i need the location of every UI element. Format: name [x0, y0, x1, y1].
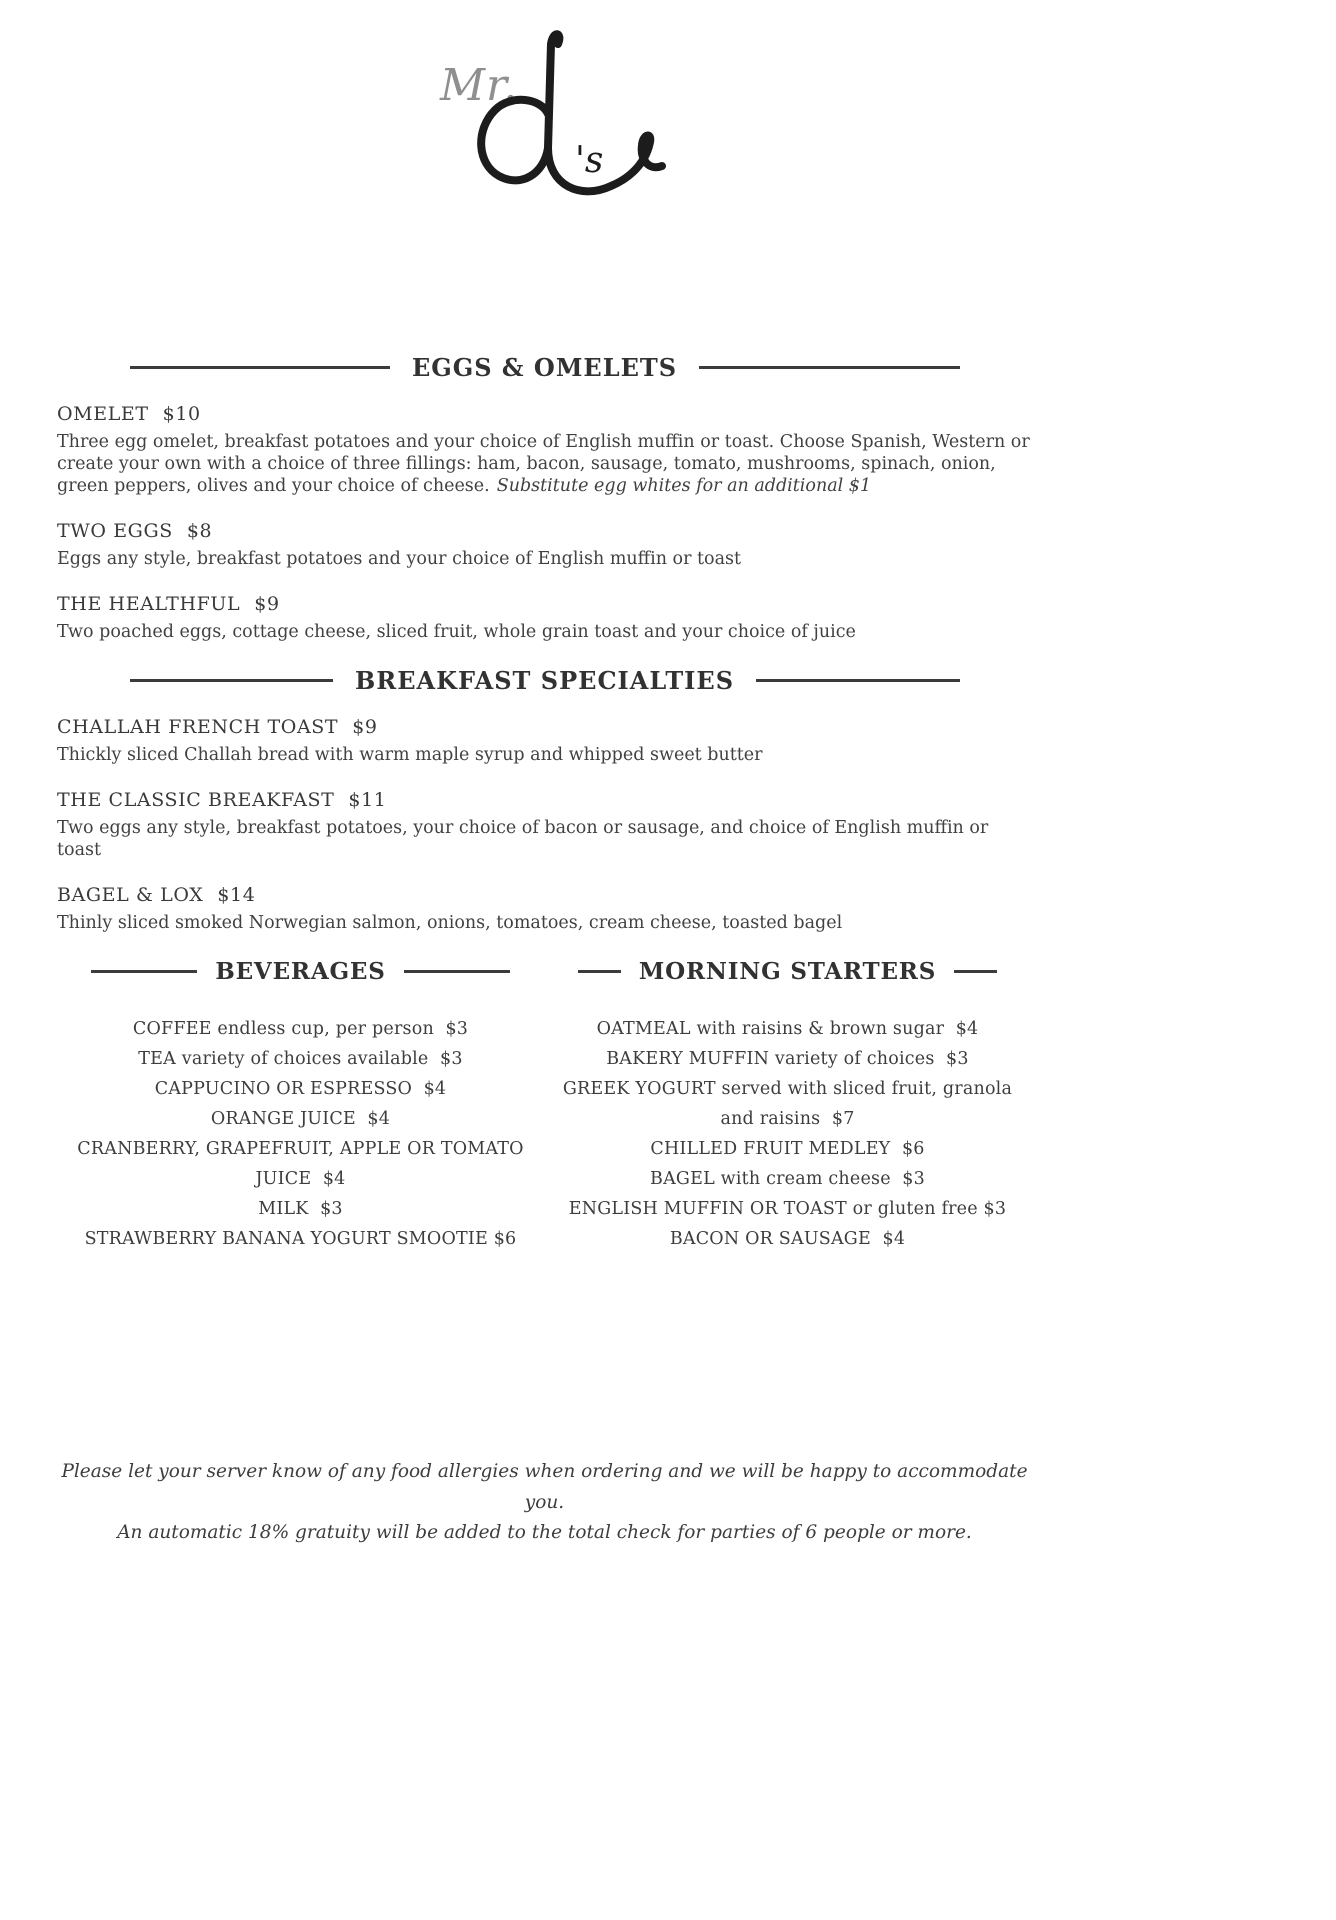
header-rule-left — [578, 970, 621, 973]
menu-item — [57, 402, 1032, 497]
item-description-text: Thickly sliced Challah bread with warm maple syrup and whipped sweet butter — [57, 745, 763, 765]
list-item: ORANGE JUICE $4 — [210, 1109, 391, 1129]
menu-item — [57, 592, 1032, 643]
item-description — [57, 548, 1032, 570]
column-items — [57, 1014, 544, 1254]
list-item: TEA variety of choices available $3 — [138, 1049, 463, 1069]
section-title: BREAKFAST SPECIALTIES — [354, 665, 735, 695]
item-title — [57, 592, 1032, 616]
item-title — [57, 883, 1032, 907]
item-name: THE CLASSIC BREAKFAST — [57, 789, 335, 811]
item-price: $8 — [186, 520, 213, 542]
list-item: COFFEE endless cup, per person $3 — [132, 1019, 469, 1039]
list-item: MILK $3 — [258, 1199, 343, 1219]
list-item: BAGEL with cream cheese $3 — [650, 1169, 925, 1189]
header-rule-right — [756, 679, 959, 682]
item-title — [57, 402, 1032, 426]
list-item: BAKERY MUFFIN variety of choices $3 — [606, 1049, 969, 1069]
column-beverages — [57, 956, 544, 1254]
item-name: TWO EGGS — [57, 520, 173, 542]
list-item: CRANBERRY, GRAPEFRUIT, APPLE OR TOMATO JUICE $4 — [77, 1139, 530, 1189]
list-item: GREEK YOGURT served with sliced fruit, granola and raisins $7 — [562, 1079, 1018, 1129]
logo-script-d-icon — [463, 30, 703, 225]
list-item: STRAWBERRY BANANA YOGURT SMOOTIE $6 — [84, 1229, 517, 1249]
list-item: BACON OR SAUSAGE $4 — [669, 1229, 906, 1249]
item-note: Substitute egg whites for an additional $1 — [496, 476, 872, 496]
list-item: OATMEAL with raisins & brown sugar $4 — [596, 1019, 979, 1039]
footer-line: Please let your server know of any food allergies when ordering and we will be happy to accommodate you. — [61, 1461, 1028, 1513]
list-item: CAPPUCINO OR ESPRESSO $4 — [154, 1079, 447, 1099]
header-rule-left — [91, 970, 197, 973]
item-price: $9 — [254, 593, 280, 615]
menu-item — [57, 883, 1032, 934]
item-description — [57, 817, 1032, 861]
item-description — [57, 621, 1032, 643]
column-items — [544, 1014, 1031, 1254]
menu-item — [57, 519, 1032, 570]
menu-item — [57, 715, 1032, 766]
column-title: BEVERAGES — [215, 957, 386, 985]
item-name: OMELET — [57, 403, 149, 425]
item-price: $11 — [348, 789, 387, 811]
header-rule-left — [130, 366, 390, 369]
item-title — [57, 788, 1032, 812]
header-rule-right — [954, 970, 997, 973]
section-header — [130, 352, 960, 382]
item-price: $14 — [217, 884, 256, 906]
list-item: ENGLISH MUFFIN OR TOAST or gluten free $3 — [568, 1199, 1007, 1219]
item-price: $10 — [162, 403, 201, 425]
item-name: BAGEL & LOX — [57, 884, 204, 906]
section-eggs-omelets — [57, 352, 1032, 643]
section-title: EGGS & OMELETS — [411, 352, 678, 382]
item-description-text: Two poached eggs, cottage cheese, sliced fruit, whole grain toast and your choice of juice — [57, 622, 856, 642]
footer-line: An automatic 18% gratuity will be added to the total check for parties of 6 people or more. — [117, 1522, 972, 1543]
item-title — [57, 519, 1032, 543]
menu-content — [57, 352, 1032, 1549]
item-name: CHALLAH FRENCH TOAST — [57, 716, 339, 738]
header-rule-left — [130, 679, 333, 682]
item-description-text: Two eggs any style, breakfast potatoes, your choice of bacon or sausage, and choice of English muffin or toast — [57, 818, 989, 860]
footer-note — [57, 1457, 1032, 1549]
header-rule-right — [699, 366, 959, 369]
header-rule-right — [404, 970, 510, 973]
item-description-text: Thinly sliced smoked Norwegian salmon, onions, tomatoes, cream cheese, toasted bagel — [57, 913, 843, 933]
menu-item — [57, 788, 1032, 861]
logo-apostrophe-s: 's — [575, 140, 604, 181]
section-header — [130, 665, 960, 695]
item-price: $9 — [352, 716, 378, 738]
column-header — [91, 956, 510, 986]
restaurant-logo — [438, 30, 708, 225]
column-header — [578, 956, 997, 986]
item-description-text: Eggs any style, breakfast potatoes and your choice of English muffin or toast — [57, 549, 742, 569]
section-breakfast-specialties — [57, 665, 1032, 934]
item-description-text: Three egg omelet, breakfast potatoes and your choice of English muffin or toast. Choose Spanish, Western or create your own with a choice of three fillings: ham, bacon, sausage, tomato, mushrooms, spinach, onion, green peppers, olives and your choice of cheese. — [57, 432, 1030, 496]
logo-mr-text: Mr. — [440, 60, 519, 111]
list-item: CHILLED FRUIT MEDLEY $6 — [650, 1139, 925, 1159]
two-column-lists — [57, 956, 1032, 1254]
item-description — [57, 431, 1032, 497]
column-morning-starters — [544, 956, 1031, 1254]
column-title: MORNING STARTERS — [638, 957, 937, 985]
item-title — [57, 715, 1032, 739]
item-description — [57, 744, 1032, 766]
item-name: THE HEALTHFUL — [57, 593, 241, 615]
item-description — [57, 912, 1032, 934]
